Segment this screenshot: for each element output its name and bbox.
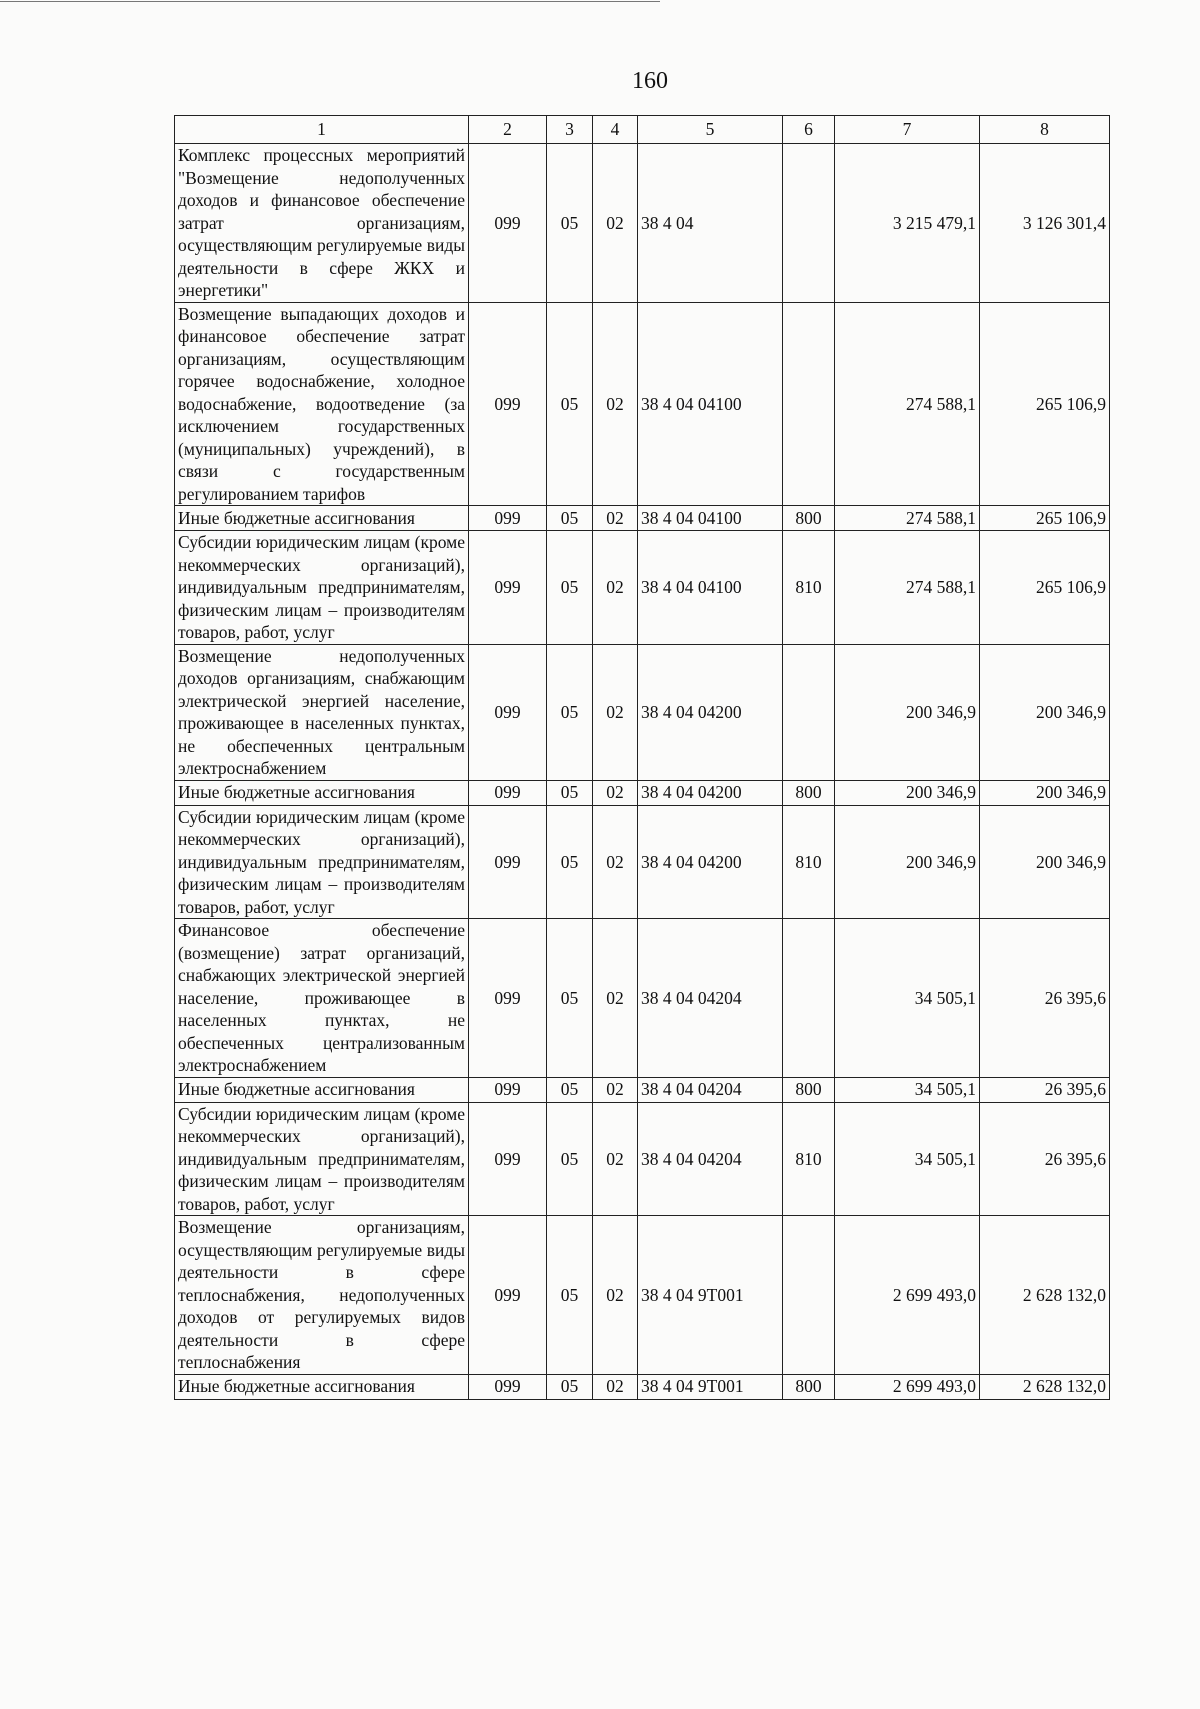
cell-amount-7: 34 505,1 [835, 1102, 980, 1216]
cell-expense-type [783, 644, 835, 780]
cell-expense-type [783, 144, 835, 303]
cell-section: 05 [547, 919, 593, 1078]
cell-subsection: 02 [593, 919, 638, 1078]
cell-subsection: 02 [593, 805, 638, 919]
cell-ministry: 099 [469, 531, 547, 645]
row-name: Иные бюджетные ассигнования [175, 780, 469, 805]
cell-section: 05 [547, 1102, 593, 1216]
cell-ministry: 099 [469, 780, 547, 805]
cell-amount-8: 265 106,9 [980, 302, 1110, 506]
column-header: 7 [835, 116, 980, 144]
cell-target-article: 38 4 04 04100 [638, 506, 783, 531]
cell-amount-7: 2 699 493,0 [835, 1216, 980, 1375]
table-row [175, 531, 1110, 645]
table-row [175, 805, 1110, 919]
row-name: Субсидии юридическим лицам (кроме некоммерческих организаций), индивидуальным предпринимателям, физическим лицам – производителям товаров, работ, услуг [175, 805, 469, 919]
column-header: 8 [980, 116, 1110, 144]
cell-expense-type [783, 302, 835, 506]
table-row [175, 644, 1110, 780]
cell-ministry: 099 [469, 144, 547, 303]
column-number-row [175, 116, 1110, 144]
row-name: Иные бюджетные ассигнования [175, 506, 469, 531]
cell-target-article: 38 4 04 04204 [638, 1077, 783, 1102]
cell-section: 05 [547, 1216, 593, 1375]
cell-expense-type: 800 [783, 506, 835, 531]
cell-ministry: 099 [469, 919, 547, 1078]
cell-subsection: 02 [593, 144, 638, 303]
table-row [175, 1374, 1110, 1399]
cell-amount-7: 200 346,9 [835, 780, 980, 805]
budget-table [174, 115, 1110, 1400]
cell-amount-8: 26 395,6 [980, 1102, 1110, 1216]
table-row [175, 780, 1110, 805]
cell-ministry: 099 [469, 1216, 547, 1375]
cell-amount-8: 2 628 132,0 [980, 1216, 1110, 1375]
cell-expense-type: 810 [783, 531, 835, 645]
cell-subsection: 02 [593, 506, 638, 531]
cell-amount-8: 200 346,9 [980, 780, 1110, 805]
table-row [175, 1102, 1110, 1216]
cell-expense-type [783, 1216, 835, 1375]
column-header: 6 [783, 116, 835, 144]
cell-expense-type: 800 [783, 1374, 835, 1399]
cell-subsection: 02 [593, 644, 638, 780]
row-name: Возмещение выпадающих доходов и финансовое обеспечение затрат организациям, осуществляющим горячее водоснабжение, холодное водоснабжение, водоотведение (за исключением государственных (муниципальных) учреждений), в связи с государственным регулированием тарифов [175, 302, 469, 506]
cell-ministry: 099 [469, 805, 547, 919]
table-row [175, 1077, 1110, 1102]
row-name: Субсидии юридическим лицам (кроме некоммерческих организаций), индивидуальным предпринимателям, физическим лицам – производителям товаров, работ, услуг [175, 1102, 469, 1216]
cell-subsection: 02 [593, 1077, 638, 1102]
cell-section: 05 [547, 780, 593, 805]
cell-target-article: 38 4 04 04204 [638, 1102, 783, 1216]
cell-target-article: 38 4 04 9Т001 [638, 1216, 783, 1375]
cell-subsection: 02 [593, 1216, 638, 1375]
cell-subsection: 02 [593, 531, 638, 645]
cell-section: 05 [547, 531, 593, 645]
cell-target-article: 38 4 04 04100 [638, 531, 783, 645]
cell-section: 05 [547, 805, 593, 919]
cell-section: 05 [547, 144, 593, 303]
table-row [175, 1216, 1110, 1375]
column-header: 1 [175, 116, 469, 144]
row-name: Иные бюджетные ассигнования [175, 1374, 469, 1399]
cell-target-article: 38 4 04 9Т001 [638, 1374, 783, 1399]
cell-amount-8: 3 126 301,4 [980, 144, 1110, 303]
cell-amount-7: 274 588,1 [835, 302, 980, 506]
cell-expense-type: 810 [783, 805, 835, 919]
cell-subsection: 02 [593, 302, 638, 506]
cell-target-article: 38 4 04 04200 [638, 780, 783, 805]
cell-amount-7: 200 346,9 [835, 644, 980, 780]
table-row [175, 506, 1110, 531]
column-header: 5 [638, 116, 783, 144]
cell-amount-7: 200 346,9 [835, 805, 980, 919]
cell-section: 05 [547, 302, 593, 506]
cell-ministry: 099 [469, 302, 547, 506]
cell-subsection: 02 [593, 1102, 638, 1216]
table-row [175, 302, 1110, 506]
column-header: 3 [547, 116, 593, 144]
cell-target-article: 38 4 04 04200 [638, 644, 783, 780]
table-row [175, 919, 1110, 1078]
cell-target-article: 38 4 04 04200 [638, 805, 783, 919]
cell-expense-type: 810 [783, 1102, 835, 1216]
cell-amount-7: 34 505,1 [835, 1077, 980, 1102]
cell-subsection: 02 [593, 1374, 638, 1399]
row-name: Возмещение организациям, осуществляющим регулируемые виды деятельности в сфере теплоснабжения, недополученных доходов от регулируемых видов деятельности в сфере теплоснабжения [175, 1216, 469, 1375]
cell-amount-7: 274 588,1 [835, 506, 980, 531]
table-row [175, 144, 1110, 303]
cell-target-article: 38 4 04 04100 [638, 302, 783, 506]
cell-expense-type: 800 [783, 780, 835, 805]
column-header: 2 [469, 116, 547, 144]
cell-target-article: 38 4 04 [638, 144, 783, 303]
cell-amount-7: 274 588,1 [835, 531, 980, 645]
cell-amount-7: 34 505,1 [835, 919, 980, 1078]
cell-section: 05 [547, 644, 593, 780]
cell-section: 05 [547, 506, 593, 531]
cell-ministry: 099 [469, 644, 547, 780]
cell-amount-8: 200 346,9 [980, 805, 1110, 919]
cell-amount-8: 2 628 132,0 [980, 1374, 1110, 1399]
cell-amount-8: 26 395,6 [980, 1077, 1110, 1102]
cell-ministry: 099 [469, 506, 547, 531]
scan-edge-line [0, 1, 660, 2]
cell-ministry: 099 [469, 1077, 547, 1102]
row-name: Возмещение недополученных доходов организациям, снабжающим электрической энергией население, проживающее в населенных пунктах, не обеспеченных центральным электроснабжением [175, 644, 469, 780]
cell-section: 05 [547, 1077, 593, 1102]
row-name: Иные бюджетные ассигнования [175, 1077, 469, 1102]
column-header: 4 [593, 116, 638, 144]
cell-amount-7: 2 699 493,0 [835, 1374, 980, 1399]
cell-amount-8: 265 106,9 [980, 531, 1110, 645]
cell-amount-8: 265 106,9 [980, 506, 1110, 531]
cell-ministry: 099 [469, 1102, 547, 1216]
cell-subsection: 02 [593, 780, 638, 805]
row-name: Субсидии юридическим лицам (кроме некоммерческих организаций), индивидуальным предпринимателям, физическим лицам – производителям товаров, работ, услуг [175, 531, 469, 645]
page-number: 160 [632, 68, 668, 94]
cell-amount-8: 200 346,9 [980, 644, 1110, 780]
cell-section: 05 [547, 1374, 593, 1399]
cell-expense-type [783, 919, 835, 1078]
row-name: Финансовое обеспечение (возмещение) затрат организаций, снабжающих электрической энергией население, проживающее в населенных пунктах, не обеспеченных централизованным электроснабжением [175, 919, 469, 1078]
cell-amount-8: 26 395,6 [980, 919, 1110, 1078]
cell-ministry: 099 [469, 1374, 547, 1399]
row-name: Комплекс процессных мероприятий "Возмещение недополученных доходов и финансовое обеспечение затрат организациям, осуществляющим регулируемые виды деятельности в сфере ЖКХ и энергетики" [175, 144, 469, 303]
cell-expense-type: 800 [783, 1077, 835, 1102]
cell-target-article: 38 4 04 04204 [638, 919, 783, 1078]
cell-amount-7: 3 215 479,1 [835, 144, 980, 303]
